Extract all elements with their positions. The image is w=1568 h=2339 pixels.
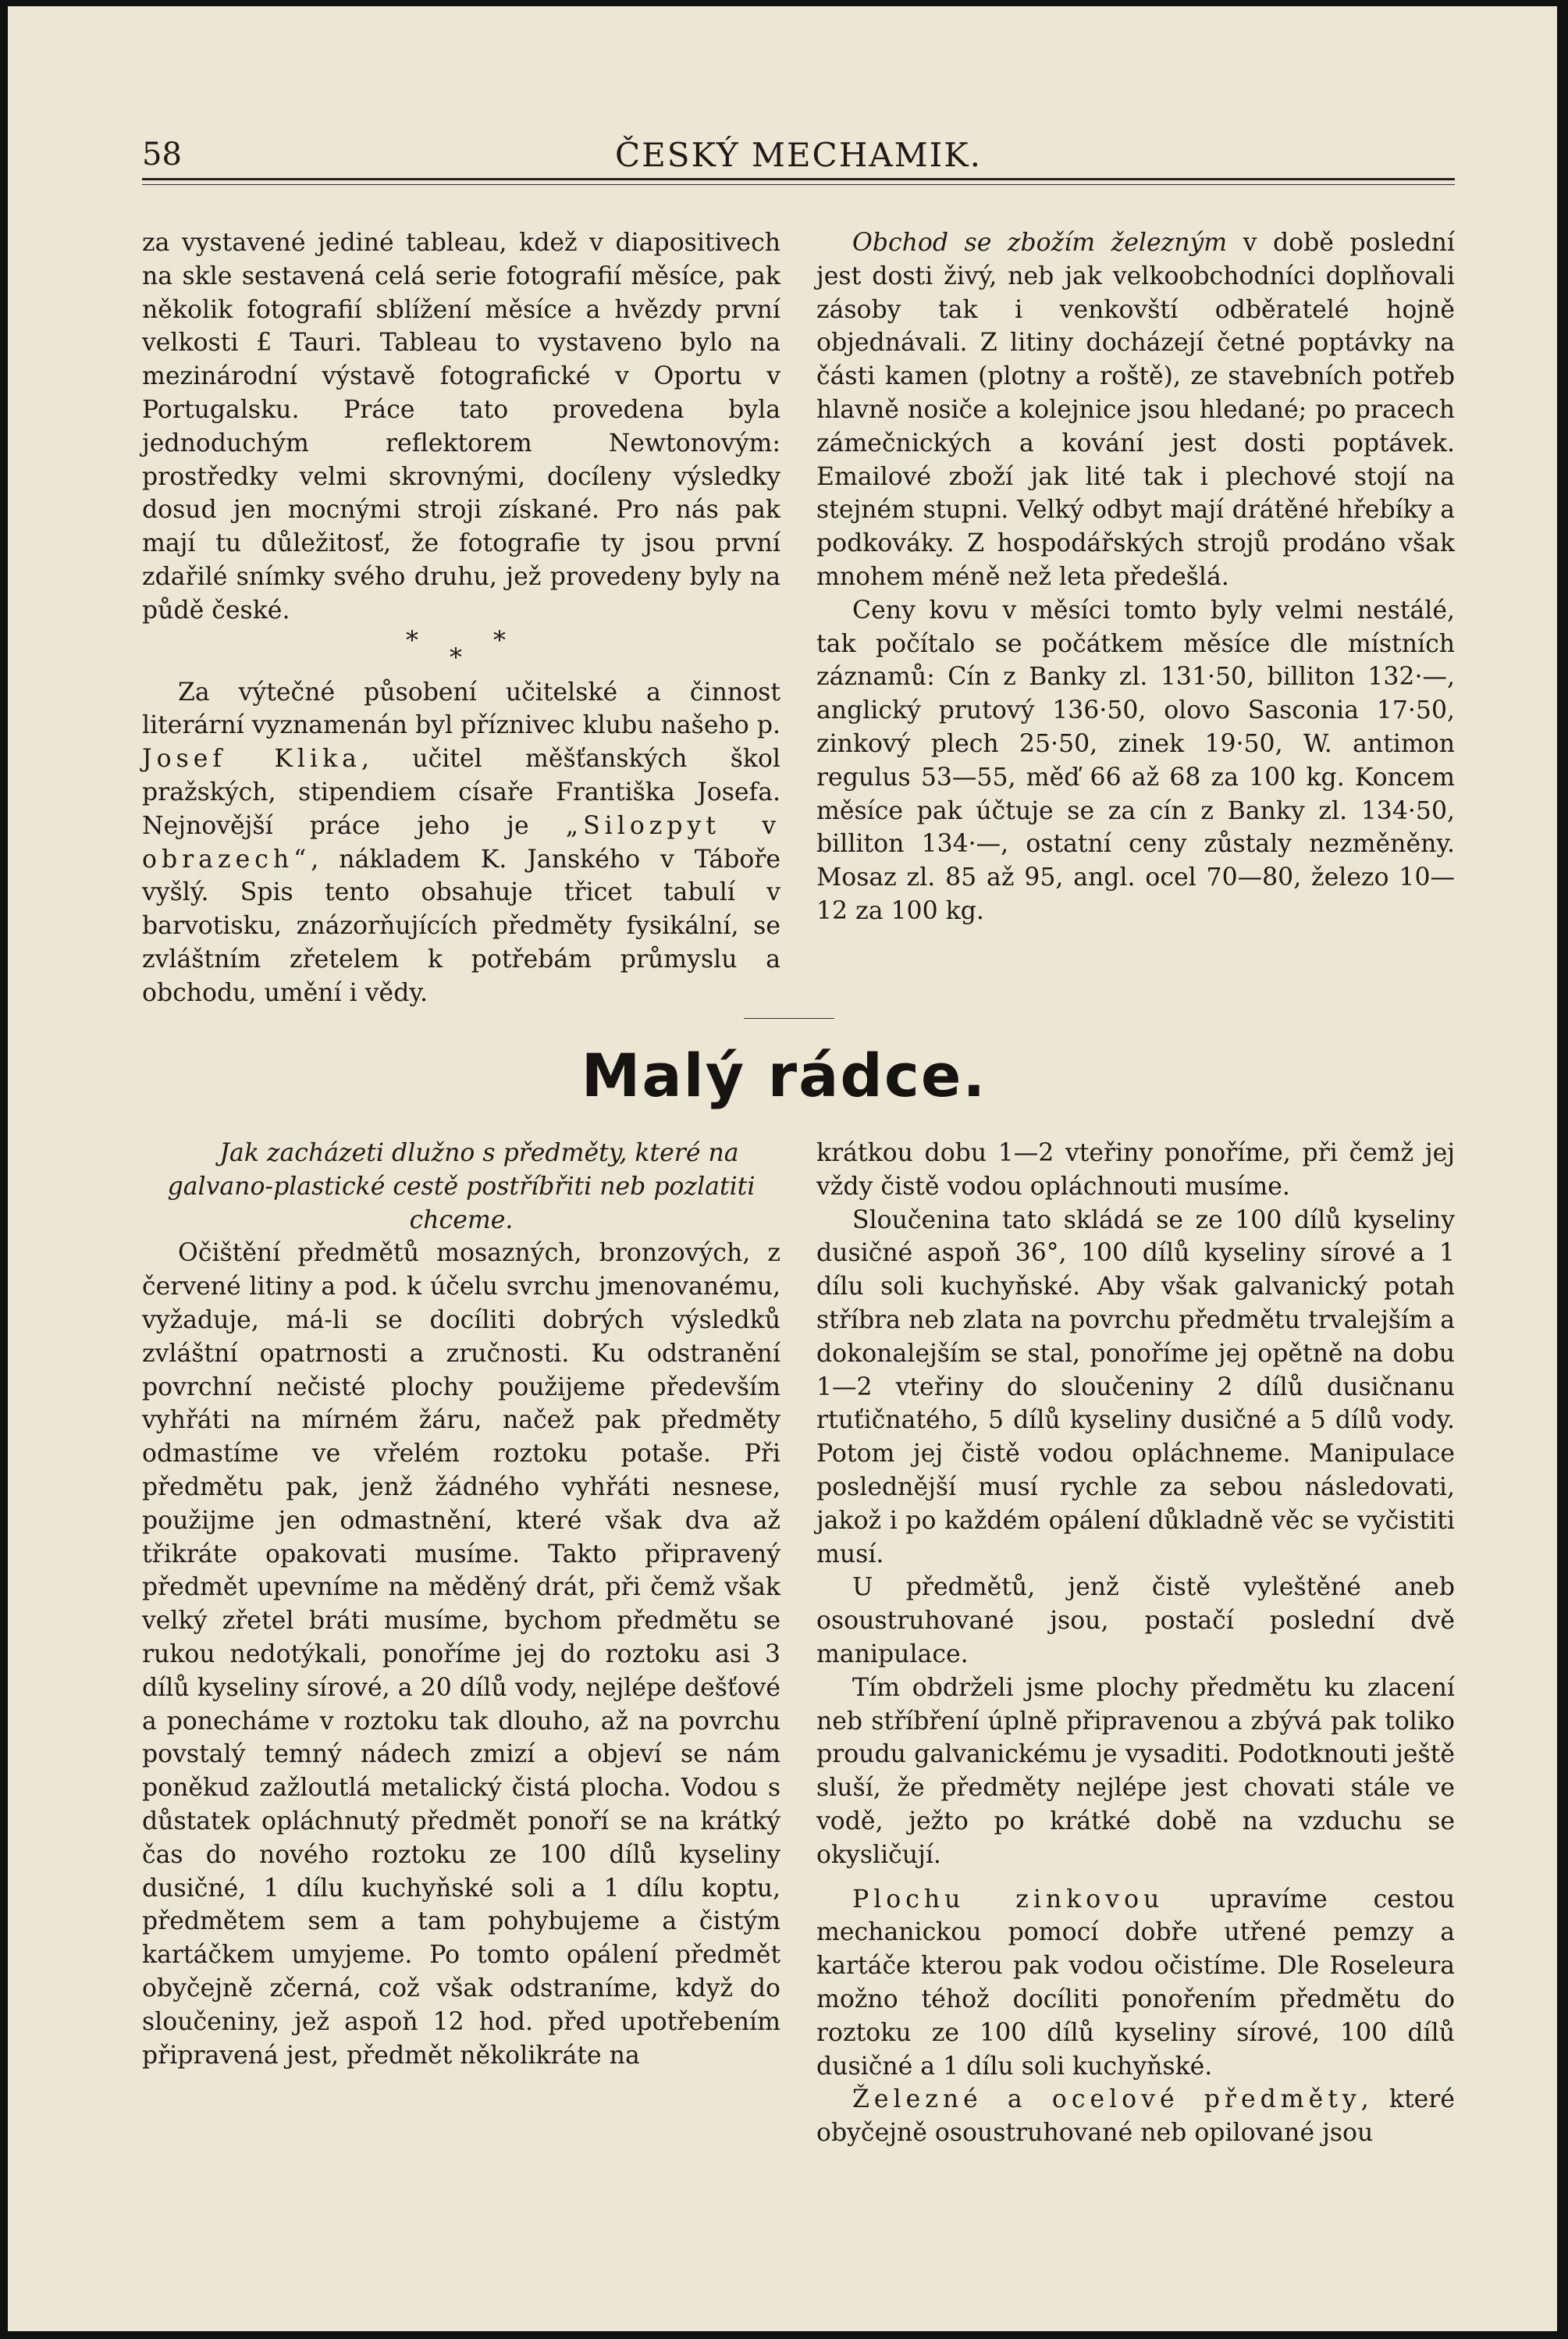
page-header <box>142 131 1455 187</box>
iron-steel-body: , které obyčejně osoustruhované neb opilované jsou <box>816 2085 1455 2148</box>
polished-objects-paragraph: U předmětů, jenž čistě vyleštěné aneb osoustruhované jsou, postačí poslední dvě manipulace. <box>816 1573 1455 1668</box>
compound-paragraph: Sloučenina tato skládá se ze 100 dílů kyseliny dusičné aspoň 36°, 100 dílů kyseliny sírové a 1 dílu soli kuchyňské. Aby však galvanický potah stříbra neb zlata na povrchu předmětu trvalejším a dokonalejším se stal, ponoříme jej opětně na dobu 1—2 vteřiny do sloučeniny 2 dílů dusičnanu rtuťičnatého, 5 dílů kyseliny dusičné a 5 dílů vody. Potom jej čistě vodou opláchneme. Manipulace poslednější musí rychle za sebou následovati, jakož i po každém opálení důkladně věc se vyčistiti musí. <box>816 1205 1455 1568</box>
continuation-paragraph: krátkou dobu 1—2 vteřiny ponoříme, při čemž jej vždy čistě vodou opláchnouti musíme. <box>816 1139 1455 1201</box>
zinc-surface-lead: Plochu zinkovou <box>852 1885 1164 1914</box>
asterism-separator <box>142 625 780 676</box>
upper-right-column <box>816 226 1455 928</box>
iron-steel-lead: Železné a ocelové předměty <box>852 2085 1361 2114</box>
cleaning-paragraph: Očištění předmětů mosazných, bronzových, z červené litiny a pod. k účelu svrchu jmenovanému, vyžaduje, má-li se docíliti dobrých výsledků zvláštní opatrnosti a zručnosti. Ku odstranění povrchní nečisté plochy použijeme především vyhřáti na mírném žáru, načež pak předměty odmastíme ve vřelém roztoku potaše. Při předmětu pak, jenž žádného vyhřáti nesnese, použijme jen odmastnění, které však dva až třikráte opakovati musíme. Takto připravený předmět upevníme na měděný drát, při čemž však velký zřetel bráti musíme, bychom předmětu se rukou nedotýkali, ponoříme jej do roztoku asi 3 dílů kyseliny sírové, a 20 dílů vody, nejlépe dešťové a ponecháme v roztoku tak dlouho, až na povrchu povstalý temný nádech zmizí a objeví se nám poněkud zažloutlá metalický čistá plocha. Vodou s důstatek opláchnutý předmět ponoří se na krátký čas do nového roztoku ze 100 dílů kyseliny dusičné, 1 dílu kuchyňské soli a 1 dílu koptu, předmětem sem a tam pohybujeme a čistým kartáčkem umyjeme. Po tomto opálení předmět obyčejně zčerná, což však odstraníme, když do sloučeniny, jež aspoň 12 hod. před upotřebením připravená jest, předmět několikráte na <box>142 1239 780 2070</box>
scan-border-top <box>0 0 1568 6</box>
zinc-surface-paragraph <box>816 1883 1455 2084</box>
header-rule-thick <box>142 178 1455 180</box>
running-title: ČESKÝ MECHAMIK. <box>615 136 982 174</box>
asterism-star-right: * <box>493 625 506 655</box>
article-lead: Jak zacházeti dlužno s předměty, které na galvano-plastické cestě postříbřiti neb pozlatiti chceme. <box>167 1139 756 1234</box>
lower-right-column <box>816 1137 1455 2150</box>
iron-trade-lead: Obchod se zbožím železným <box>852 229 1228 257</box>
klika-intro: Za výtečné působení učitelské a činnost literární vyznamenán byl příznivec klubu našeho p. <box>142 678 780 740</box>
astronomy-paragraph: za vystavené jediné tableau, kdež v diapositivech na skle sestavená celá serie fotografií měsíce, pak několik fotografií sblížení měsíce a hvězdy první velkosti £ Tauri. Tableau to vystaveno bylo na mezinárodní výstavě fotografické v Oportu v Portugalsku. Práce tato provedena byla jednoduchým reflektorem Newtonovým: prostředky velmi skrovnými, docíleny výsledky dosud jen mocnými stroji získané. Pro nás pak mají tu důležitosť, že fotografie ty jsou první zdařilé snímky svého druhu, jež provedeny byly na půdě české. <box>142 229 780 625</box>
asterism-star-middle: * <box>450 642 462 672</box>
zinc-surface-body: upravíme cestou mechanickou pomocí dobře utřené pemzy a kartáče kterou pak vodou očistíme. Dle Roseleura možno téhož docíliti ponořením předmětu do roztoku ze 100 dílů kyseliny sírové, 100 dílů dusičné a 1 dílu soli kuchyňské. <box>816 1885 1455 2081</box>
iron-steel-paragraph <box>816 2083 1455 2150</box>
iron-trade-body: v době poslední jest dosti živý, neb jak velkoobchodníci doplňovali zásoby tak i venkovští odběratelé hojně objednávali. Z litiny docházejí četné poptávky na části kamen (plotny a roště), ze stavebních potřeb hlavně nosiče a kolejnice jsou hledané; po pracech zámečnických a kování jest dosti poptávek. Emailové zboží jak lité tak i plechové stojí na stejném stupni. Velký odbyt mají drátěné hřebíky a podkováky. Z hospodářských strojů prodáno však mnohem méně než leta předešlá. <box>816 229 1455 591</box>
scan-border-right <box>1557 0 1568 2339</box>
section-divider <box>744 1018 834 1019</box>
klika-name: Josef Klika <box>142 745 361 774</box>
asterism-star-left: * <box>406 625 418 655</box>
klika-paragraph <box>142 676 780 1010</box>
iron-trade-paragraph <box>816 226 1455 594</box>
scan-border-left <box>0 0 8 2339</box>
klika-end: , nákladem K. Janského v Táboře vyšlý. Spis tento obsahuje třicet tabulí v barvotisku, znázorňujících předměty fysikální, se zvláštním zřetelem k potřebám průmyslu a obchodu, umění i vědy. <box>142 845 780 1007</box>
prepared-surface-paragraph: Tím obdrželi jsme plochy předmětu ku zlacení neb stříbření úplně připravenou a zbývá pak toliko proudu galvanickému je vysaditi. Podotknouti ještě sluší, že předměty nejlépe jest chovati stále ve vodě, ježto po krátké době na vzduchu se okysličují. <box>816 1673 1455 1869</box>
lower-left-column <box>142 1137 780 2072</box>
section-title: Malý rádce. <box>581 1041 987 1110</box>
metal-prices-paragraph: Ceny kovu v měsíci tomto byly velmi nestálé, tak počítalo se počátkem měsíce dle místních záznamů: Cín z Banky zl. 131·50, billiton 132·—, anglický prutový 136·50, olovo Sasconia 17·50, zinkový plech 25·50, zinek 19·50, W. antimon regulus 53—55, měď 66 až 68 za 100 kg. Koncem měsíce pak účtuje se za cín z Banky zl. 134·50, billiton 134·—, ostatní ceny zůstaly nezměněny. Mosaz zl. 85 až 95, angl. ocel 70—80, železo 10—12 za 100 kg. <box>816 596 1455 925</box>
header-rule-thin <box>142 184 1455 185</box>
upper-left-column <box>142 226 780 1010</box>
klika-mid: , učitel měšťanských škol pražských, stipendiem císaře Františka Josefa. Nejnovější práce jeho je <box>142 745 780 840</box>
page-number: 58 <box>142 137 182 173</box>
klika-book-title: „Silozpyt v obrazech“ <box>142 811 780 874</box>
scan-border-bottom <box>0 2331 1568 2339</box>
